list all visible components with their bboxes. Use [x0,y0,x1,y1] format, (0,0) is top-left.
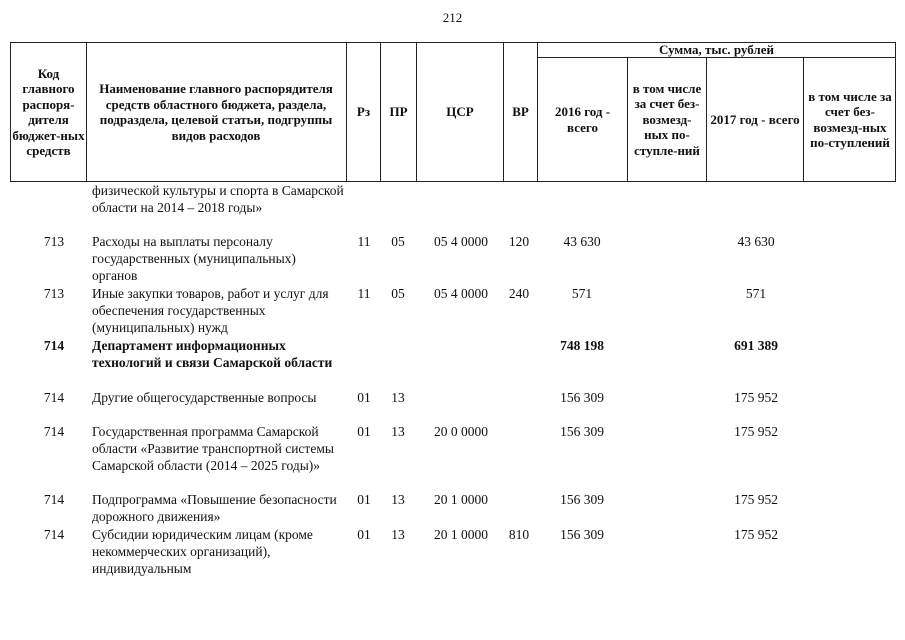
cell-sum-2017: 691 389 [734,338,778,353]
cell-name: физической культуры и спорта в Самарской области на 2014 – 2018 годы» [92,183,344,215]
cell-pr: 13 [391,390,405,405]
cell-pr: 13 [391,492,405,507]
cell-rz: 11 [357,286,371,301]
cell-pr: 05 [391,234,405,249]
cell-name: Государственная программа Самарской области «Развитие транспортной системы Самарской области (2014 – 2025 годы)» [92,424,334,473]
cell-rz: 11 [357,234,371,249]
cell-name: Субсидии юридическим лицам (кроме некоммерческих организаций), индивидуальным [92,527,313,576]
cell-sum-2017: 175 952 [734,390,778,405]
cell-name: Расходы на выплаты персоналу государственных (муниципальных) органов [92,234,296,283]
header-csr: ЦСР [446,104,474,120]
cell-sum-2016: 571 [571,286,593,301]
cell-sum-2017: 175 952 [734,492,778,507]
header-pr: ПР [389,104,408,120]
cell-sum-2016: 156 309 [560,390,604,405]
header-2017-free: в том числе за счет без-возмезд-ных по-ступлений [808,88,892,150]
cell-csr: 05 4 0000 [434,234,488,249]
cell-kod: 713 [43,234,65,249]
header-2017-total: 2017 год - всего [710,111,800,127]
cell-sum-2016: 43 630 [563,234,601,249]
page-number: 212 [442,10,463,25]
cell-csr: 20 1 0000 [434,527,488,542]
cell-vr: 240 [508,286,530,301]
cell-vr: 810 [508,527,530,542]
table-header [0,0,905,182]
header-name: Наименование главного распорядителя средств областного бюджета, раздела, подраздела, целевой статьи, подгруппы видов расходов [99,81,333,143]
header-rz: Рз [356,104,371,120]
cell-csr: 20 1 0000 [434,492,488,507]
cell-sum-2016: 156 309 [560,527,604,542]
cell-rz: 01 [357,390,371,405]
header-2016-total: 2016 год - всего [554,104,611,135]
col-border [803,57,804,182]
header-kod: Код главного распоря-дителя бюджет-ных средств [12,65,85,158]
cell-kod: 714 [43,424,65,439]
header-sum-group: Сумма, тыс. рублей [659,42,774,58]
cell-pr: 13 [391,527,405,542]
cell-csr: 05 4 0000 [434,286,488,301]
cell-kod: 714 [43,492,65,507]
cell-sum-2017: 571 [745,286,767,301]
cell-sum-2017: 43 630 [737,234,775,249]
cell-sum-2016: 748 198 [560,338,604,353]
cell-kod: 714 [43,527,65,542]
cell-sum-2016: 156 309 [560,492,604,507]
cell-sum-2017: 175 952 [734,527,778,542]
cell-name: Другие общегосударственные вопросы [92,390,317,405]
cell-sum-2017: 175 952 [734,424,778,439]
col-border [627,57,628,182]
cell-pr: 05 [391,286,405,301]
cell-kod: 713 [43,286,65,301]
cell-kod: 714 [43,338,65,353]
cell-sum-2016: 156 309 [560,424,604,439]
header-2016-free: в том числе за счет без-возмезд-ных по-ступле-ний [632,80,702,158]
cell-rz: 01 [357,492,371,507]
cell-vr: 120 [508,234,530,249]
cell-rz: 01 [357,424,371,439]
cell-kod: 714 [43,390,65,405]
cell-csr: 20 0 0000 [434,424,488,439]
cell-name: Департамент информационных технологий и связи Самарской области [92,338,333,370]
cell-rz: 01 [357,527,371,542]
col-border [895,42,896,182]
cell-pr: 13 [391,424,405,439]
cell-name: Иные закупки товаров, работ и услуг для обеспечения государственных (муниципальных) нужд [92,286,329,335]
cell-name: Подпрограмма «Повышение безопасности дорожного движения» [92,492,337,524]
col-border [86,42,87,182]
header-vr: ВР [512,104,529,120]
